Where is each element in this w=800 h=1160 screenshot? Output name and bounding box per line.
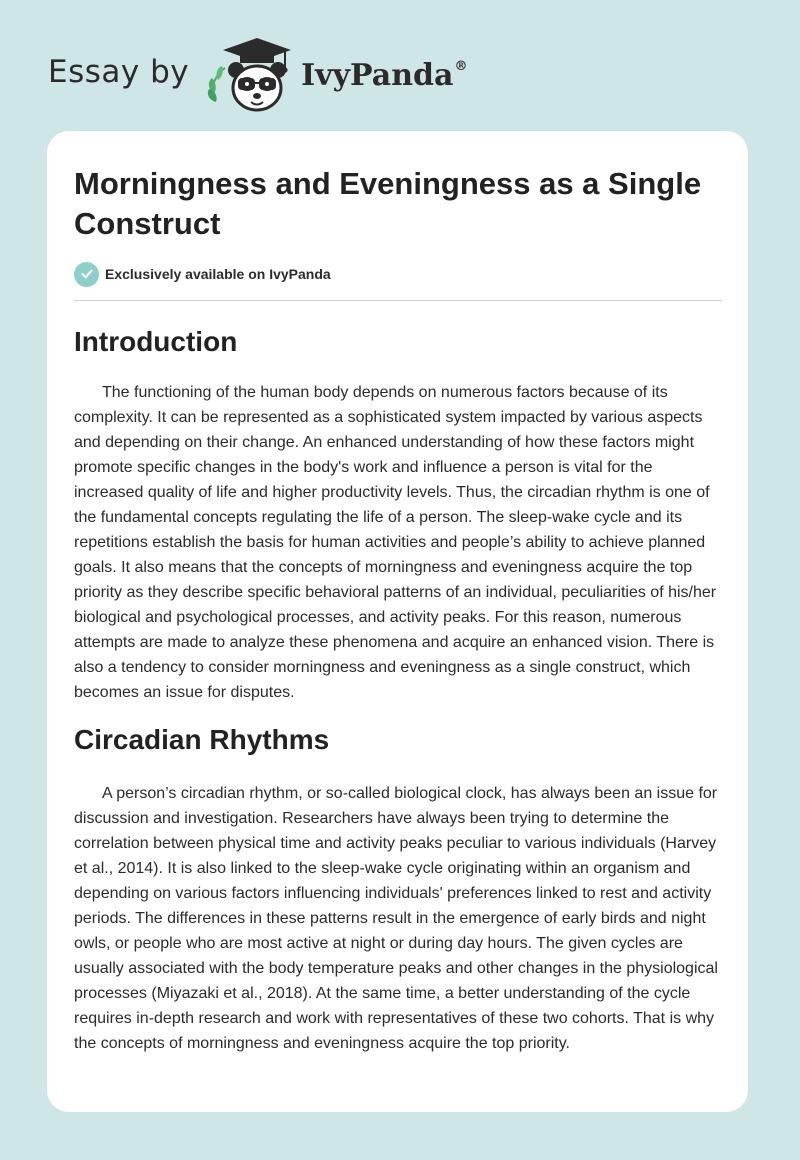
page-title: Morningness and Eveningness as a Single Construct xyxy=(74,166,702,241)
section-paragraph-circadian-rhythms: A person’s circadian rhythm, or so-called biological clock, has always been an issue for discussion and investigation. Researchers have always been trying to determine the correlation between physical time and activity peaks peculiar to various individuals (Harvey et al., 2014). It is also linked to the sleep-wake cycle originating within an organism and depending on various factors influencing individuals' preferences linked to rest and activity periods. The differences in these patterns result in the emergence of early birds and night owls, or people who are most active at night or during day hours. The given cycles are usually associated with the body temperature peaks and other changes in the physiological processes (Miyazaki et al., 2018). At the same time, a better understanding of the cycle requires in-depth research and work with representatives of these two cohorts. That is why the concepts of morningness and eveningness acquire the top priority. xyxy=(74,785,718,1052)
essay-card xyxy=(47,131,748,1112)
brand-name[interactable] xyxy=(301,58,467,93)
check-icon xyxy=(74,262,99,287)
section-heading-circadian-rhythms: Circadian Rhythms xyxy=(74,724,330,755)
registered-mark: ® xyxy=(454,58,468,74)
site-header xyxy=(48,34,467,114)
brand-text: IvyPanda xyxy=(301,57,454,93)
divider xyxy=(74,300,722,301)
exclusive-text: Exclusively available on IvyPanda xyxy=(105,266,331,282)
section-heading-introduction: Introduction xyxy=(74,326,238,357)
exclusive-badge xyxy=(74,261,722,287)
essay-by-label: Essay by xyxy=(48,54,190,90)
panda-logo-icon[interactable] xyxy=(203,34,295,114)
section-paragraph-introduction: The functioning of the human body depends on numerous factors because of its complexity. It can be represented as a sophisticated system impacted by various aspects and depending on their change. An enhanced understanding of how these factors might promote specific changes in the body's work and influence a person is vital for the increased quality of life and higher productivity levels. Thus, the circadian rhythm is one of the fundamental concepts regulating the life of a person. The sleep-wake cycle and its repetitions establish the basis for human activities and people’s ability to achieve planned goals. It also means that the concepts of morningness and eveningness acquire the top priority as they describe specific behavioral patterns of an individual, peculiarities of his/her biological and psychological processes, and activity peaks. For this reason, numerous attempts are made to analyze these phenomena and acquire an enhanced vision. There is also a tendency to consider morningness and eveningness as a single construct, which becomes an issue for disputes. xyxy=(74,384,717,701)
